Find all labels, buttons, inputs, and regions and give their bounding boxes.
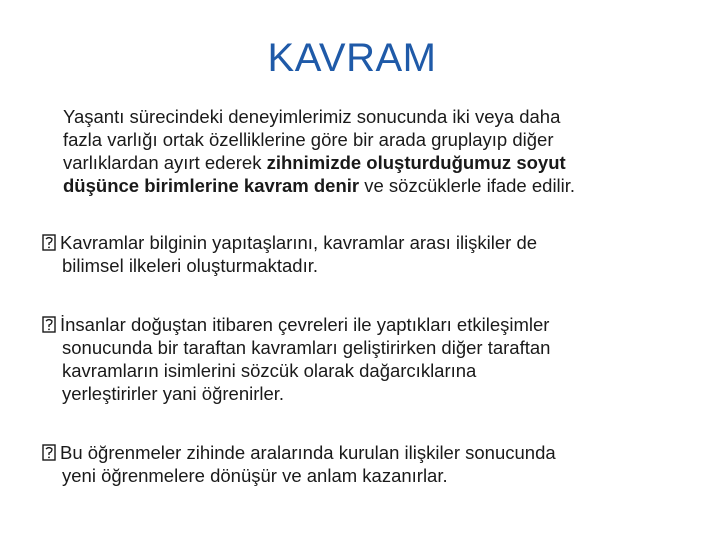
bullet-line <box>42 441 672 464</box>
bullet-line: sonucunda bir taraftan kavramları geliştirirken diğer taraftan <box>62 337 551 358</box>
missing-glyph-box-icon <box>42 234 56 251</box>
slide-title: KAVRAM <box>267 36 437 80</box>
bullet-line: yeni öğrenmelere dönüşür ve anlam kazanırlar. <box>62 465 448 486</box>
intro-emphasis: zihnimizde oluşturduğumuz soyut <box>266 152 566 173</box>
bullet-item <box>42 313 672 405</box>
intro-emphasis: düşünce birimlerine kavram denir <box>63 175 360 196</box>
bullet-text: İnsanlar doğuştan itibaren çevreleri ile yaptıkları etkileşimler <box>60 314 550 335</box>
bullet-text: Kavramlar bilginin yapıtaşlarını, kavramlar arası ilişkiler de <box>60 232 538 253</box>
bullet-line <box>42 313 672 336</box>
bullet-line <box>42 231 672 254</box>
intro-paragraph <box>63 105 683 197</box>
bullet-item <box>42 441 672 487</box>
intro-line: fazla varlığı ortak özelliklerine göre bir arada gruplayıp diğer <box>63 129 554 150</box>
intro-line <box>63 151 683 174</box>
bullet-line: kavramların isimlerini sözcük olarak dağarcıklarına <box>62 360 477 381</box>
missing-glyph-box-icon <box>42 316 56 333</box>
bullet-line: bilimsel ilkeleri oluşturmaktadır. <box>62 255 319 276</box>
intro-line <box>63 174 683 197</box>
intro-text: varlıklardan ayırt ederek <box>63 152 267 173</box>
missing-glyph-box-icon <box>42 444 56 461</box>
bullet-item <box>42 231 672 277</box>
intro-text: ve sözcüklerle ifade edilir. <box>359 175 576 196</box>
bullet-line: yerleştirirler yani öğrenirler. <box>62 383 285 404</box>
bullet-text: Bu öğrenmeler zihinde aralarında kurulan ilişkiler sonucunda <box>60 442 556 463</box>
intro-line: Yaşantı sürecindeki deneyimlerimiz sonucunda iki veya daha <box>63 106 561 127</box>
